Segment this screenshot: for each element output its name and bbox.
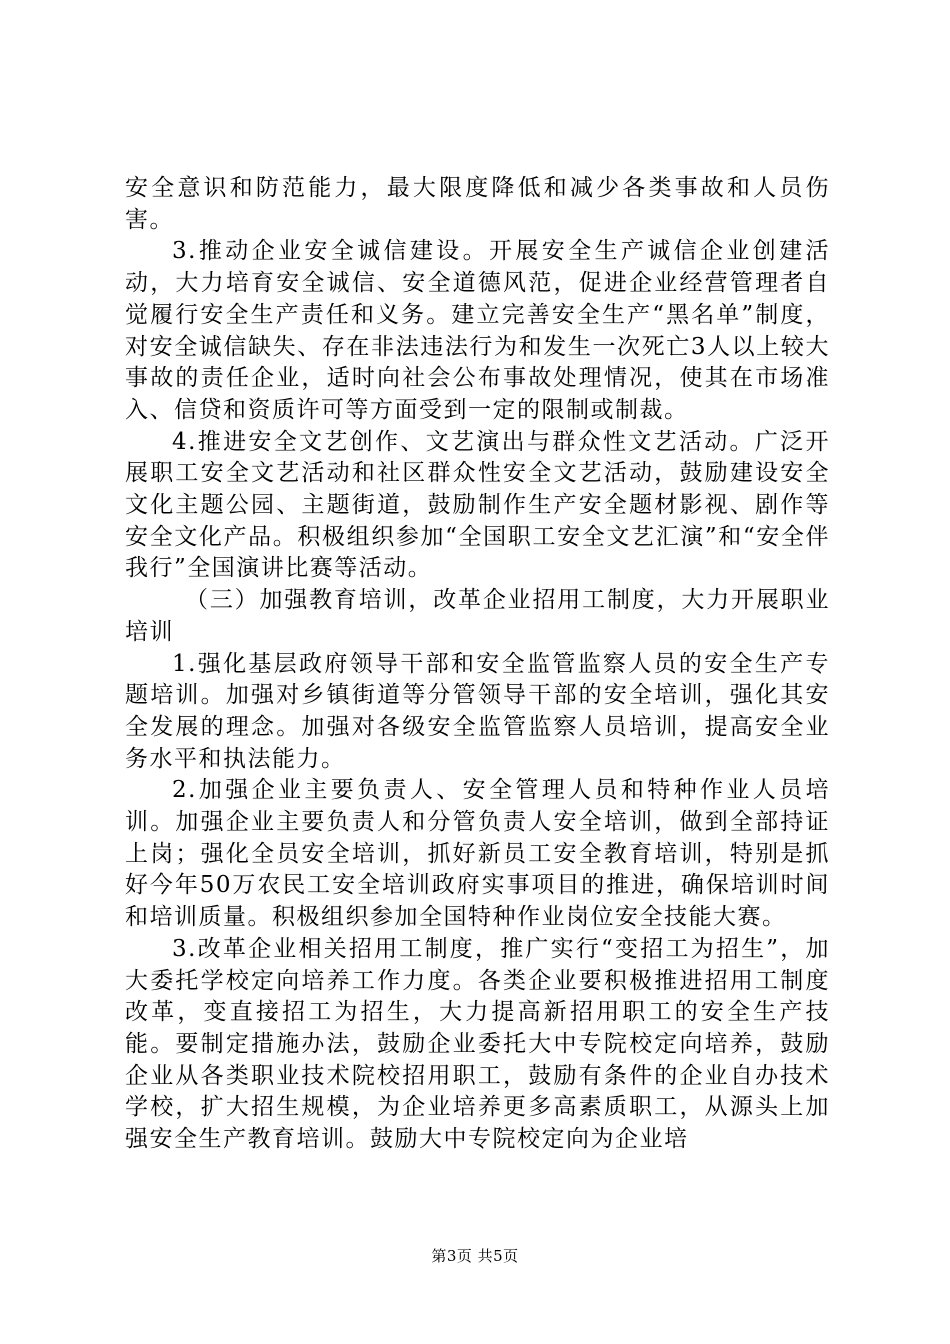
paragraph: 2.加强企业主要负责人、安全管理人员和特种作业人员培训。加强企业主要负责人和分管负责人安全培训，做到全部持证上岗；强化全员安全培训，抓好新员工安全教育培训，特别是抓好今年50万农民工安全培训政府实事项目的推进，确保培训时间和培训质量。积极组织参加全国特种作业岗位安全技能大赛。 — [125, 777, 830, 931]
paragraph: 1.强化基层政府领导干部和安全监管监察人员的安全生产专题培训。加强对乡镇街道等分管领导干部的安全培训，强化其安全发展的理念。加强对各级安全监管监察人员培训，提高安全业务水平和执法能力。 — [125, 650, 830, 772]
document-body — [125, 173, 830, 1156]
section-heading: （三）加强教育培训，改革企业招用工制度，大力开展职业培训 — [125, 587, 830, 645]
paragraph: 3.推动企业安全诚信建设。开展安全生产诚信企业创建活动，大力培育安全诚信、安全道德风范，促进企业经营管理者自觉履行安全生产责任和义务。建立完善安全生产“黑名单”制度，对安全诚信缺失、存在非法违法行为和发生一次死亡3人以上较大事故的责任企业，适时向社会公布事故处理情况，使其在市场准入、信贷和资质许可等方面受到一定的限制或制裁。 — [125, 238, 830, 423]
paragraph: 4.推进安全文艺创作、文艺演出与群众性文艺活动。广泛开展职工安全文艺活动和社区群众性安全文艺活动，鼓励建设安全文化主题公园、主题街道，鼓励制作生产安全题材影视、剧作等安全文化产品。积极组织参加“全国职工安全文艺汇演”和“安全伴我行”全国演讲比赛等活动。 — [125, 428, 830, 582]
paragraph: 3.改革企业相关招用工制度，推广实行“变招工为招生”，加大委托学校定向培养工作力度。各类企业要积极推进招用工制度改革，变直接招工为招生，大力提高新招用职工的安全生产技能。要制定措施办法，鼓励企业委托大中专院校定向培养，鼓励企业从各类职业技术院校招用职工，鼓励有条件的企业自办技术学校，扩大招生规模，为企业培养更多高素质职工，从源头上加强安全生产教育培训。鼓励大中专院校定向为企业培 — [125, 935, 830, 1153]
page-number-footer: 第3页 共5页 — [431, 1247, 519, 1265]
paragraph: 安全意识和防范能力，最大限度降低和减少各类事故和人员伤害。 — [125, 175, 830, 233]
